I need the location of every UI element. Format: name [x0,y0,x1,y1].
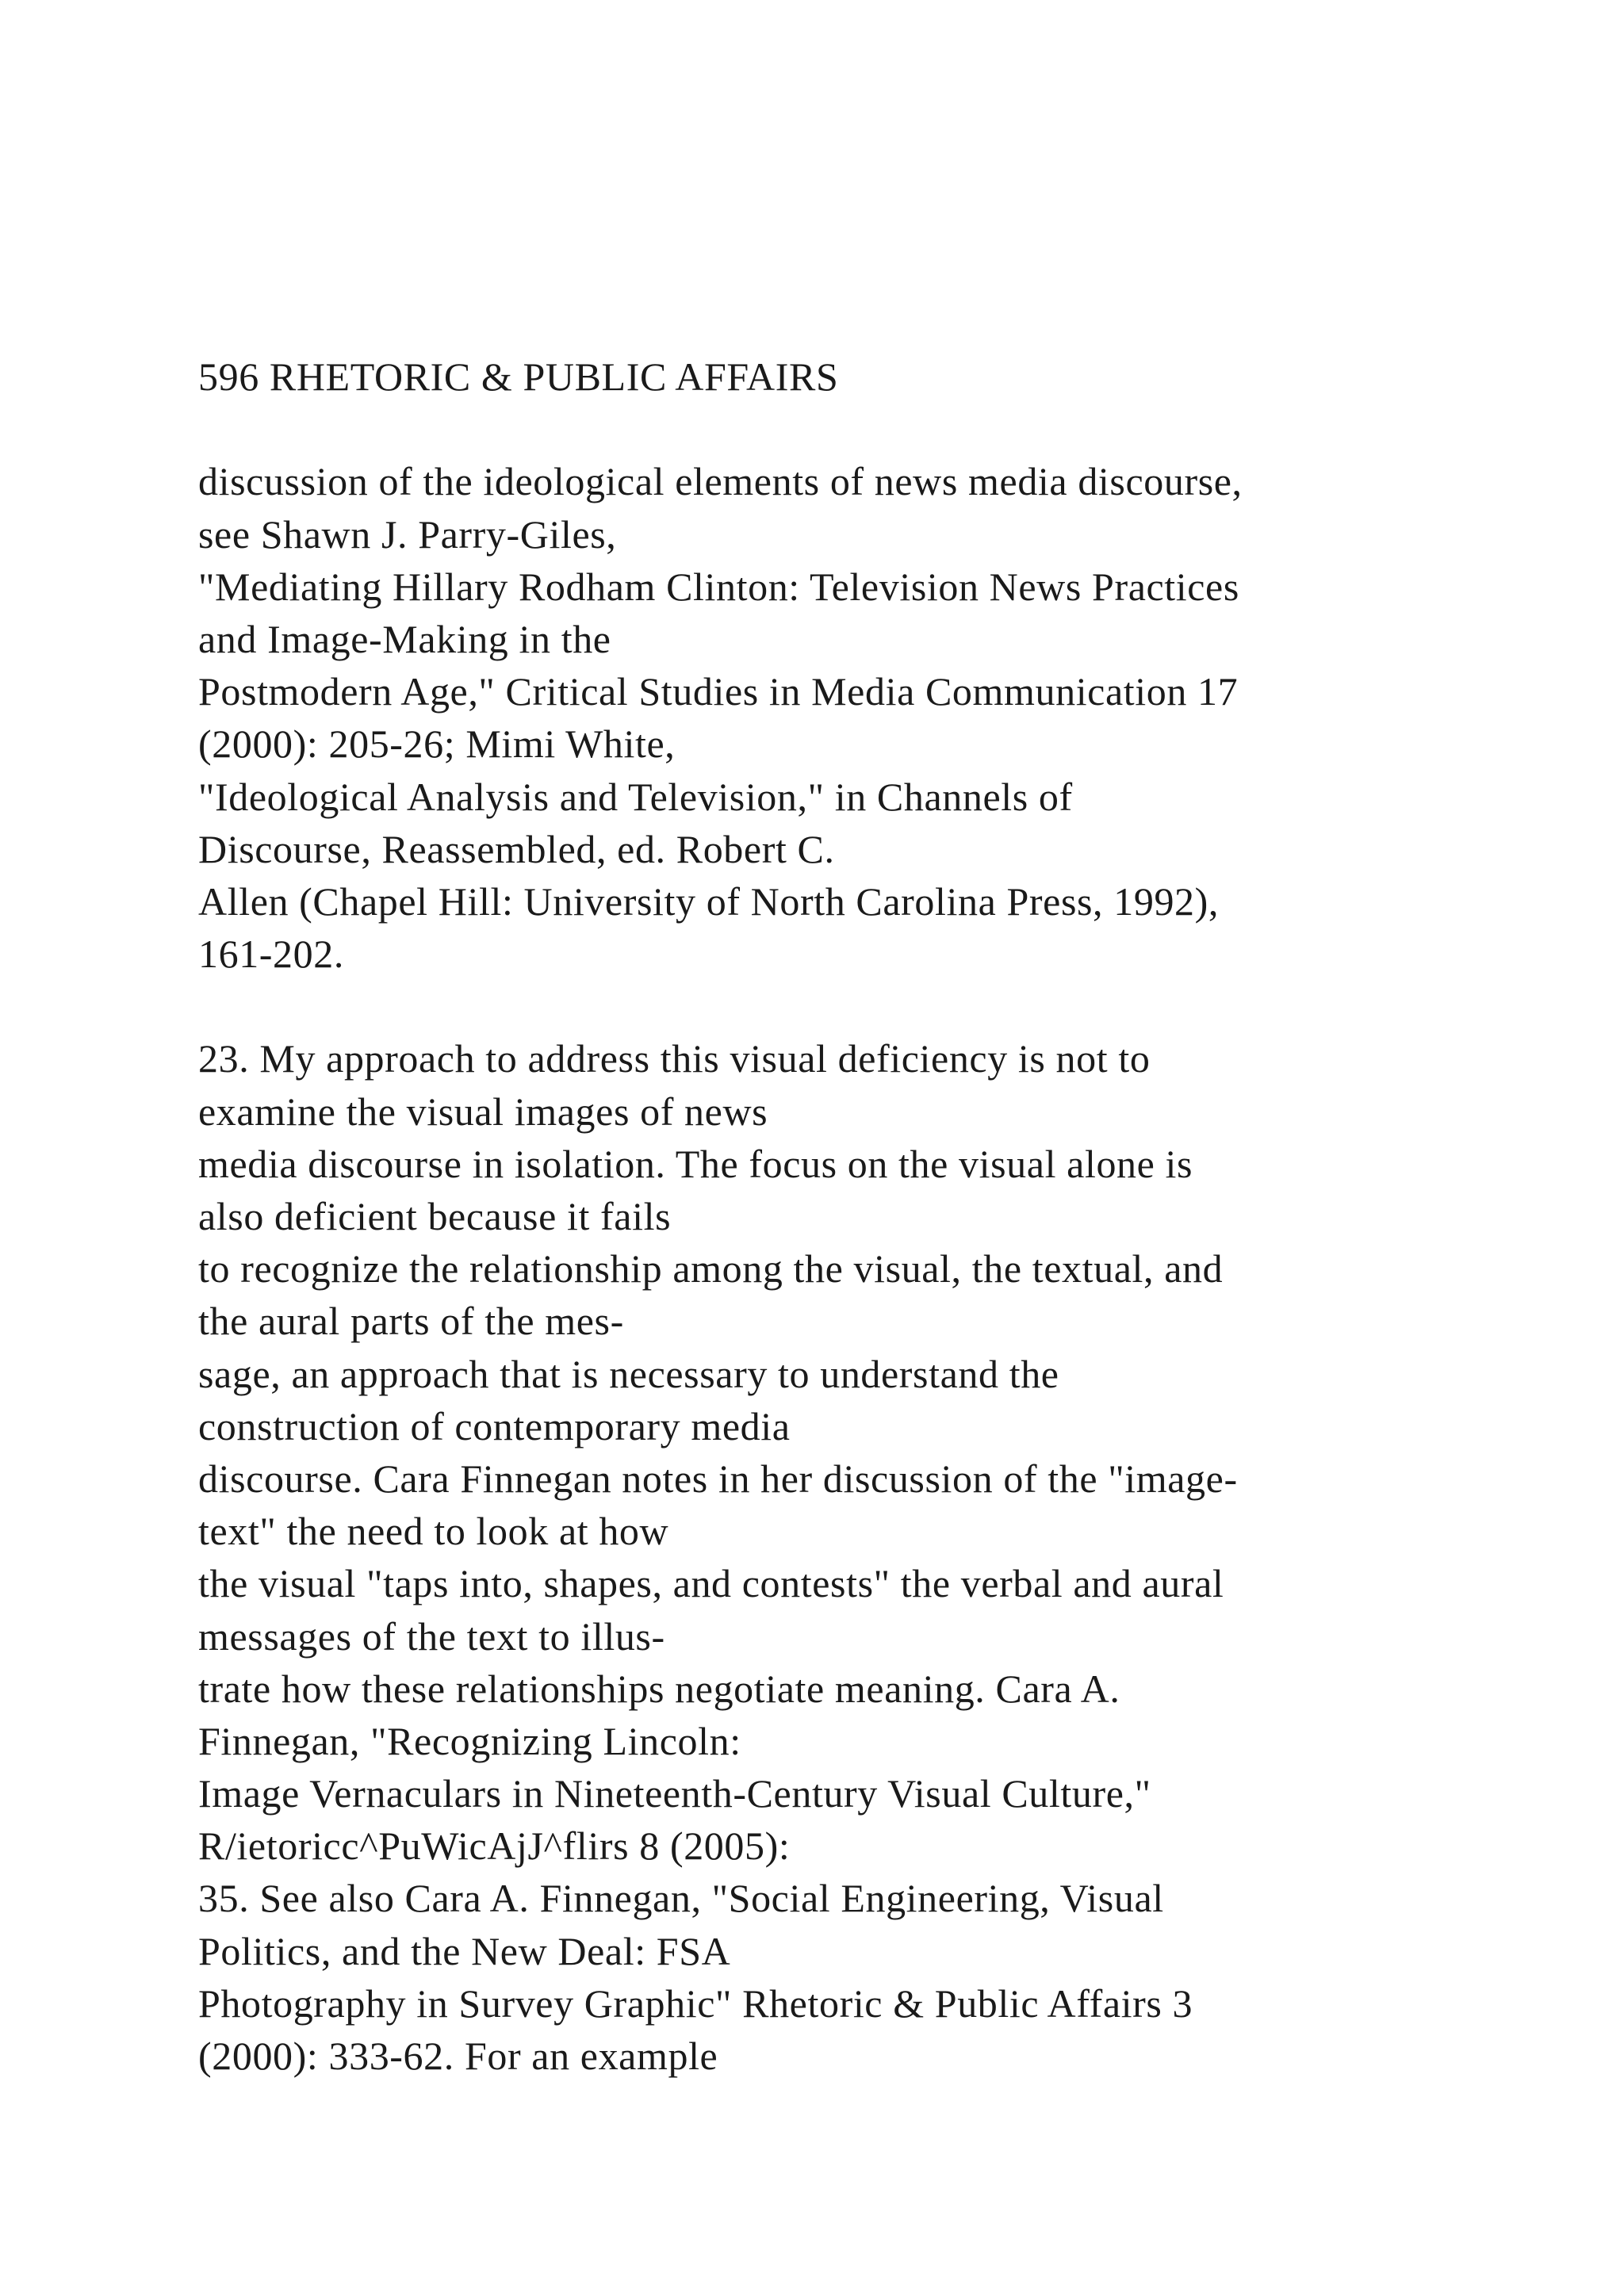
text-line: 23. My approach to address this visual deficiency is not to [198,1036,1151,1081]
spacer [198,403,1546,455]
text-line: examine the visual images of news [198,1089,768,1134]
text-line: Allen (Chapel Hill: University of North Carolina Press, 1992), [198,878,1220,924]
text-line: messages of the text to illus- [198,1613,665,1659]
text-line: (2000): 205-26; Mimi White, [198,721,676,767]
text-line: and Image-Making in the [198,616,611,661]
text-line: also deficient because it fails [198,1194,672,1238]
text-line: the aural parts of the mes- [198,1299,624,1344]
running-head: 596 RHETORIC & PUBLIC AFFAIRS [198,354,839,399]
text-line: Finnegan, "Recognizing Lincoln: [198,1718,741,1763]
text-line: Postmodern Age," Critical Studies in Media Communication 17 [198,669,1239,714]
text-line: sage, an approach that is necessary to understand the [198,1351,1059,1396]
paragraph-note-23 [198,1032,1546,2082]
text-line: Photography in Survey Graphic" Rhetoric & Public Affairs 3 [198,1980,1193,2026]
text-line: Discourse, Reassembled, ed. Robert C. [198,826,835,871]
text-line: R/ietoricc^PuWicAjJ^flirs 8 (2005): [198,1823,791,1869]
text-line: Politics, and the New Deal: FSA [198,1928,731,1973]
text-line: "Ideological Analysis and Television," in Channels of [198,774,1073,819]
text-line: (2000): 333-62. For an example [198,2034,718,2078]
text-line: Image Vernaculars in Nineteenth-Century Visual Culture," [198,1771,1151,1816]
text-line: see Shawn J. Parry-Giles, [198,511,617,557]
text-line: media discourse in isolation. The focus on the visual alone is [198,1141,1193,1186]
text-line: 161-202. [198,932,344,977]
spacer [198,980,1546,1032]
paragraph-ideological-discussion [198,455,1546,980]
text-line: text" the need to look at how [198,1509,669,1554]
text-line: to recognize the relationship among the visual, the textual, and [198,1246,1224,1292]
text-line: "Mediating Hillary Rodham Clinton: Television News Practices [198,564,1239,609]
page-text [198,350,1546,2082]
text-line: construction of contemporary media [198,1403,791,1448]
text-line: discourse. Cara Finnegan notes in her discussion of the "image- [198,1456,1238,1501]
text-line: trate how these relationships negotiate meaning. Cara A. [198,1666,1120,1711]
text-line: discussion of the ideological elements of news media discourse, [198,459,1243,504]
text-line: the visual "taps into, shapes, and contests" the verbal and aural [198,1561,1224,1606]
text-line: 35. See also Cara A. Finnegan, "Social Engineering, Visual [198,1876,1164,1921]
